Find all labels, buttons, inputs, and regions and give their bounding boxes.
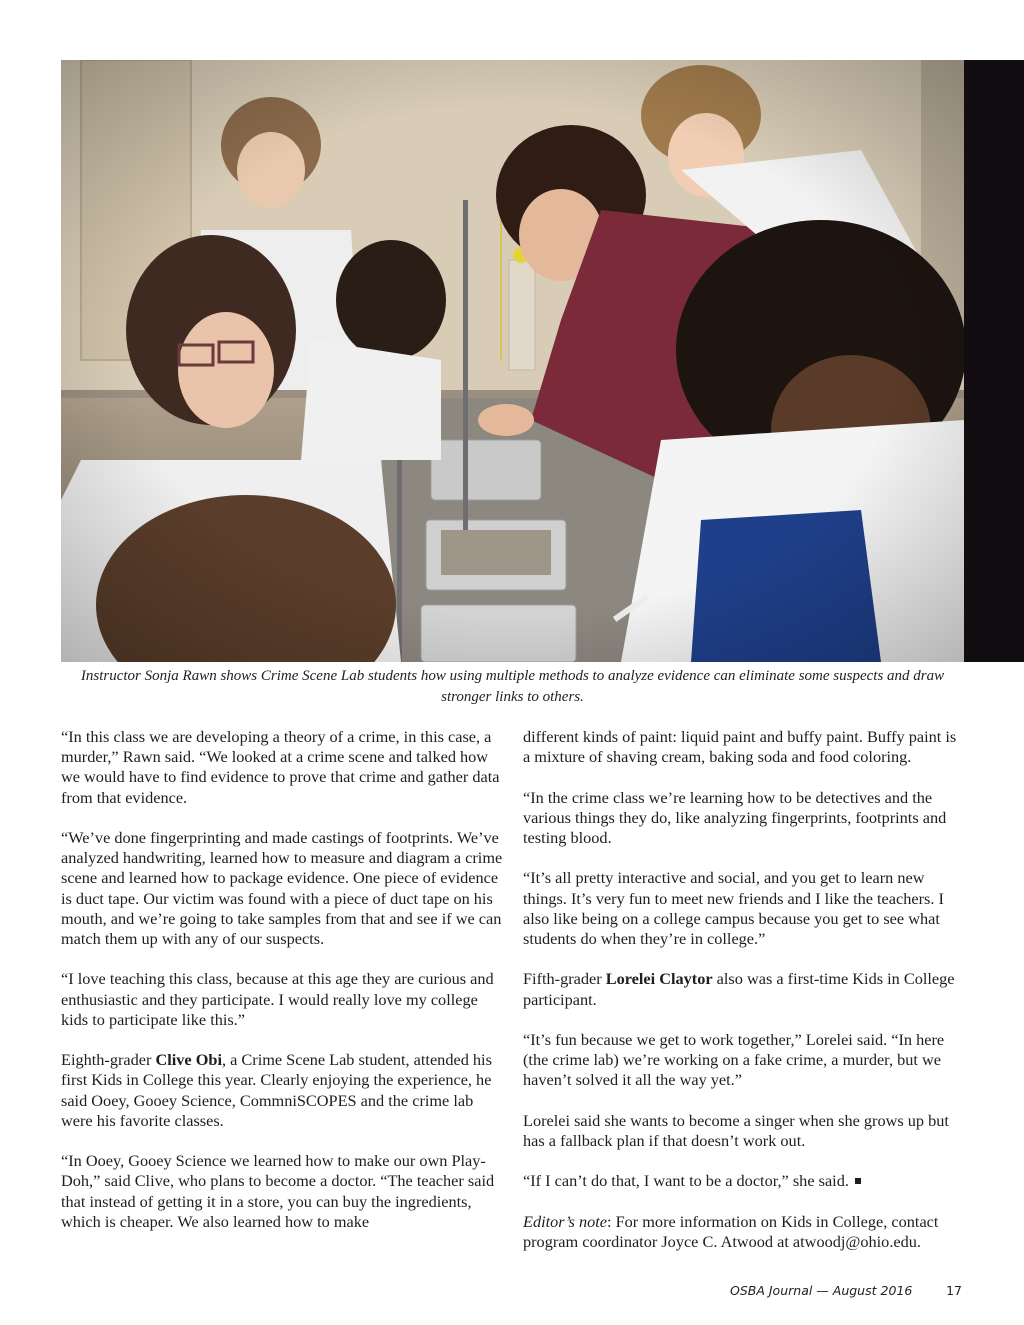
student-name: Lorelei Claytor	[605, 969, 713, 989]
text-run: , a Crime Scene Lab student, attended his first Kids in College this year. Clearly enjoying the experience, he said Ooey, Gooey Science, CommniSCOPES and the crime lab were his favorite classes.	[61, 1050, 492, 1130]
end-mark-icon	[855, 1178, 861, 1184]
paragraph: “We’ve done fingerprinting and made castings of footprints. We’ve analyzed handwriting, learned how to measure and diagram a crime scene and learned how to package evidence. One piece of evidence is duct tape. Our victim was found with a piece of duct tape on his mouth, and we’re going to take samples from that and see if we can match them up with any of our suspects.	[61, 828, 503, 949]
paragraph: Lorelei said she wants to become a singer when she grows up but has a fallback plan if that doesn’t work out.	[523, 1110, 949, 1150]
student-name: Clive Obi	[155, 1050, 222, 1070]
paragraph	[523, 969, 965, 1009]
photo-illustration	[61, 60, 964, 662]
article-column-left	[61, 727, 503, 1232]
page-number: 17	[946, 1283, 962, 1298]
text-run: Eighth-grader	[61, 1050, 156, 1070]
paragraph: “In this class we are developing a theory of a crime, in this case, a murder,” Rawn said. “We looked at a crime scene and talked how we would have to find evidence to prove that crime and gather data from that evidence.	[61, 727, 500, 807]
text-run: Fifth-grader	[523, 969, 606, 989]
journal-issue: OSBA Journal — August 2016	[730, 1283, 913, 1298]
editors-note-label: Editor’s note	[523, 1211, 607, 1231]
paragraph: “It’s fun because we get to work together,” Lorelei said. “In here (the crime lab) we’re working on a fake crime, a murder, but we haven’t solved it all the way yet.”	[523, 1029, 945, 1090]
paragraph: “It’s all pretty interactive and social, and you get to learn new things. It’s very fun to meet new friends and I like the teachers. I also like being on a college campus because you get to see what students do when they’re in college.”	[523, 868, 944, 948]
paragraph	[61, 1050, 503, 1131]
classroom-photo	[61, 60, 964, 662]
page-edge-bar	[964, 60, 1024, 662]
paragraph: “I love teaching this class, because at this age they are curious and enthusiastic and they participate. I would really love my college kids to participate like this.”	[61, 969, 494, 1029]
text-run: “If I can’t do that, I want to be a doctor,” she said.	[523, 1171, 849, 1191]
photo-caption: Instructor Sonja Rawn shows Crime Scene Lab students how using multiple methods to analyze evidence can eliminate some suspects and draw stronger links to others.	[80, 668, 945, 705]
text-run: also was a first-time Kids in College participant.	[523, 969, 955, 1009]
paragraph: “In the crime class we’re learning how to be detectives and the various things they do, like analyzing fingerprints, footprints and testing blood.	[523, 787, 947, 847]
text-run: : For more information on Kids in College, contact program coordinator Joyce C. Atwood at atwoodj@ohio.edu.	[523, 1211, 939, 1251]
editors-note	[523, 1212, 965, 1252]
paragraph	[523, 1171, 965, 1191]
article-column-right	[523, 727, 965, 1252]
paragraph: different kinds of paint: liquid paint and buffy paint. Buffy paint is a mixture of shaving cream, baking soda and food coloring.	[523, 727, 957, 767]
paragraph: “In Ooey, Gooey Science we learned how to make our own Play-Doh,” said Clive, who plans to become a doctor. “The teacher said that instead of getting it in a store, you can buy the ingredients, which is cheaper. We also learned how to make	[61, 1151, 495, 1231]
